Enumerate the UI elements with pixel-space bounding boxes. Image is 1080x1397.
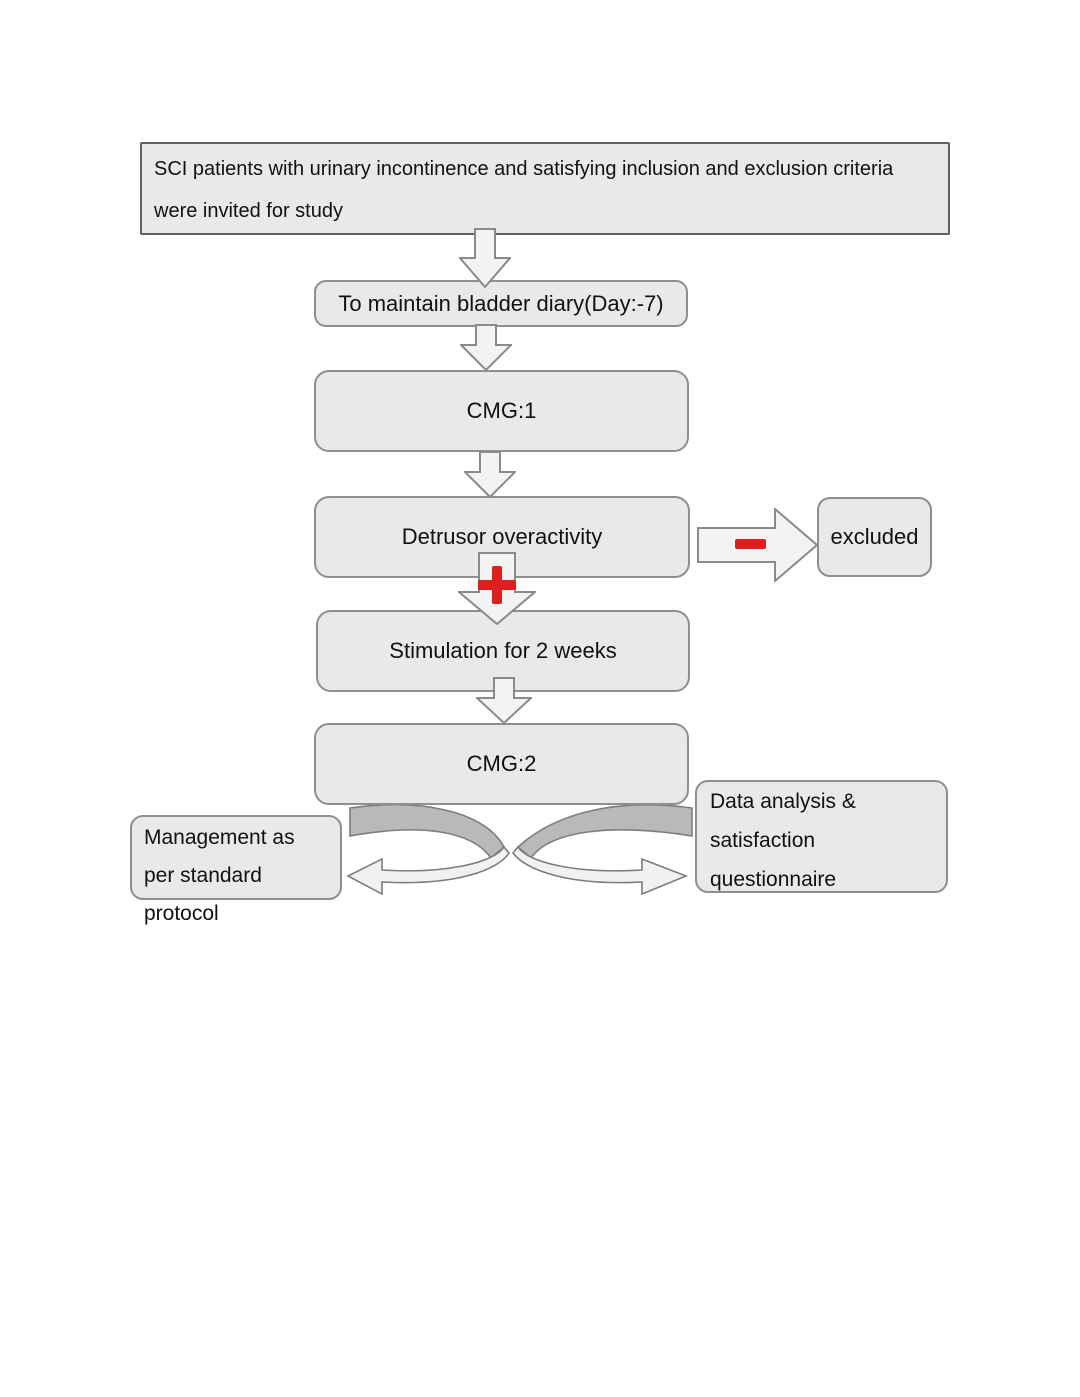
- plus-icon-vertical-bar: [492, 566, 502, 604]
- node-management: [130, 815, 342, 925]
- curved-arrow-right: [513, 805, 692, 894]
- node-excluded: [817, 497, 932, 577]
- node-cmg2-label: CMG:2: [466, 751, 537, 776]
- node-cmg1-label: CMG:1: [466, 398, 537, 423]
- down-arrow-2: [460, 324, 512, 371]
- minus-icon: [735, 539, 766, 549]
- node-detrusor-overactivity-label: Detrusor overactivity: [401, 524, 603, 549]
- down-arrow-4: [476, 677, 532, 724]
- node-inclusion-criteria-label: SCI patients with urinary incontinence and satisfying inclusion and exclusion criteria were invited for study: [154, 158, 894, 222]
- down-arrow-3: [464, 451, 516, 498]
- down-arrow-1: [459, 228, 511, 288]
- node-stimulation-label: Stimulation for 2 weeks: [389, 638, 617, 663]
- node-bladder-diary-label: To maintain bladder diary(Day:-7): [338, 290, 664, 316]
- node-data-analysis-label: Data analysis & satisfaction questionnaire: [710, 790, 856, 891]
- plus-icon: [478, 566, 516, 604]
- curved-arrows: [340, 797, 705, 905]
- node-excluded-label: excluded: [830, 524, 919, 549]
- node-cmg2: [314, 723, 689, 805]
- node-inclusion-criteria: [140, 142, 950, 235]
- node-cmg1: [314, 370, 689, 452]
- curved-arrow-left: [348, 805, 509, 894]
- node-management-label: Management as per standard protocol: [144, 826, 295, 925]
- node-data-analysis: [695, 780, 948, 893]
